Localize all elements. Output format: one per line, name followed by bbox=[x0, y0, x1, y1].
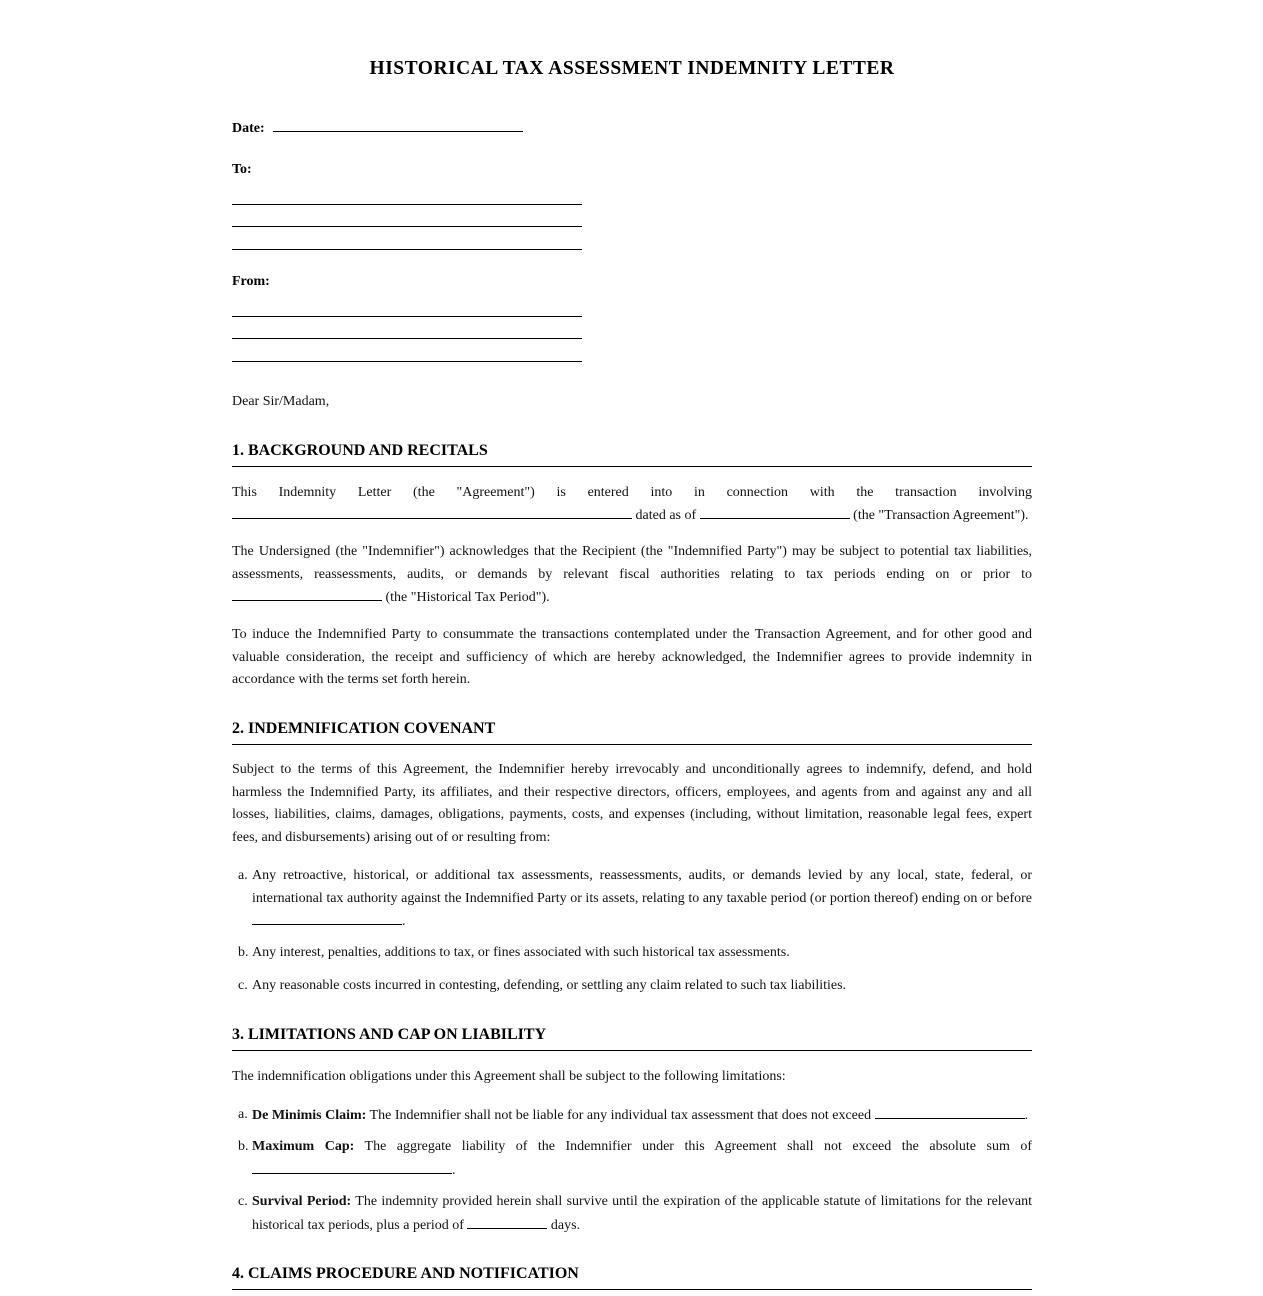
list-marker: b. bbox=[238, 1139, 249, 1154]
list-marker: b. bbox=[238, 945, 249, 960]
to-line-3[interactable] bbox=[232, 249, 582, 250]
to-label: To: bbox=[232, 162, 252, 177]
section-2-para-1: Subject to the terms of this Agreement, the Indemnifier hereby irrevocably and unconditionally agrees to indemnify, defend, and hold harmless the Indemnified Party, its affiliates, and their respective directors, officers, employees, and agents from and against any and all losses, liabilities, claims, damages, obligations, payments, costs, and expenses (including, without limitation, reasonable legal fees, expert fees, and disbursements) arising out of or resulting from: bbox=[232, 762, 1032, 845]
section-3-para-1: The indemnification obligations under this Agreement shall be subject to the following limitations: bbox=[232, 1069, 786, 1084]
section-2-item-b-text: Any interest, penalties, additions to tax, or fines associated with such historical tax assessments. bbox=[252, 945, 790, 960]
taxable-period-date-field[interactable] bbox=[252, 910, 402, 925]
section-2-item-a-text: Any retroactive, historical, or additional tax assessments, reassessments, audits, or demands levied by any local, state, federal, or international tax authority against the Indemnified Party or its assets, relating to any taxable period (or portion thereof) ending on or before bbox=[252, 868, 1032, 906]
maximum-cap-term: Maximum Cap: bbox=[252, 1139, 355, 1154]
to-line-1[interactable] bbox=[232, 204, 582, 205]
section-2-item-c-text: Any reasonable costs incurred in contesting, defending, or settling any claim related to such tax liabilities. bbox=[252, 978, 847, 993]
date-label: Date: bbox=[232, 121, 265, 136]
tax-period-end-field[interactable] bbox=[232, 586, 382, 601]
to-line-2[interactable] bbox=[232, 226, 582, 227]
transaction-date-field[interactable] bbox=[700, 504, 850, 519]
section-1-para-2-text: The Undersigned (the "Indemnifier") acknowledges that the Recipient (the "Indemnified Party") may be subject to potential tax liabilities, assessments, reassessments, audits, or demands by relevant fiscal authorities relating to tax periods ending on or prior to bbox=[232, 544, 1032, 582]
section-3-heading: 3. LIMITATIONS AND CAP ON LIABILITY bbox=[232, 1026, 1032, 1051]
de-minimis-term: De Minimis Claim: bbox=[252, 1108, 367, 1123]
list-marker: a. bbox=[238, 868, 248, 883]
salutation: Dear Sir/Madam, bbox=[232, 394, 330, 409]
section-1-para-2 bbox=[232, 541, 1032, 610]
list-marker: c. bbox=[238, 978, 248, 993]
survival-period-term: Survival Period: bbox=[252, 1194, 352, 1209]
from-line-3[interactable] bbox=[232, 361, 582, 362]
section-1-para-1-line-2 bbox=[232, 504, 1029, 528]
de-minimis-amount-field[interactable] bbox=[875, 1104, 1025, 1119]
survival-days-field[interactable] bbox=[467, 1214, 547, 1229]
from-line-1[interactable] bbox=[232, 316, 582, 317]
list-marker: c. bbox=[238, 1194, 248, 1209]
survival-days-suffix: days. bbox=[550, 1217, 581, 1233]
de-minimis-text: The Indemnifier shall not be liable for any individual tax assessment that does not exceed bbox=[369, 1108, 872, 1123]
section-1-heading: 1. BACKGROUND AND RECITALS bbox=[232, 442, 1032, 467]
section-1-para-3: To induce the Indemnified Party to consummate the transactions contemplated under the Transaction Agreement, and for other good and valuable consideration, the receipt and sufficiency of which are hereby acknowledged, the Indemnifier agrees to provide indemnity in accordance with the terms set forth herein. bbox=[232, 627, 1032, 687]
document-title: HISTORICAL TAX ASSESSMENT INDEMNITY LETTER bbox=[369, 58, 895, 79]
section-1-para-1-line-1: This Indemnity Letter (the "Agreement") is entered into in connection with the transaction involving bbox=[232, 485, 1032, 500]
section-2-item-a: a. Any retroactive, historical, or additional tax assessments, reassessments, audits, or demands levied by any local, state, federal, or international tax authority against the Indemnified Party or its assets, relating to any taxable period (or portion thereof) ending on or before . bbox=[232, 865, 1032, 933]
date-field[interactable] bbox=[273, 117, 523, 132]
section-4-heading: 4. CLAIMS PROCEDURE AND NOTIFICATION bbox=[232, 1265, 1032, 1290]
maximum-cap-amount-field[interactable] bbox=[252, 1159, 452, 1174]
section-2-heading: 2. INDEMNIFICATION COVENANT bbox=[232, 720, 1032, 745]
transaction-party-field[interactable] bbox=[232, 504, 632, 519]
maximum-cap-text: The aggregate liability of the Indemnifier under this Agreement shall not exceed the absolute sum of bbox=[364, 1139, 1033, 1154]
from-label: From: bbox=[232, 274, 270, 289]
section-3-item-c bbox=[232, 1191, 1032, 1237]
survival-period-text: The indemnity provided herein shall survive until the expiration of the applicable statute of limitations for the relevant historical tax periods, plus a period of bbox=[252, 1194, 1032, 1233]
section-3-item-b: b. Maximum Cap: The aggregate liability of the Indemnifier under this Agreement shall not exceed the absolute sum of . bbox=[232, 1136, 1032, 1182]
date-row bbox=[232, 117, 523, 137]
list-marker: a. bbox=[238, 1107, 248, 1122]
from-line-2[interactable] bbox=[232, 338, 582, 339]
historical-tax-period-text: (the "Historical Tax Period"). bbox=[385, 590, 550, 605]
transaction-agreement-text: (the "Transaction Agreement"). bbox=[853, 508, 1029, 523]
dated-as-of-text: dated as of bbox=[635, 508, 697, 523]
